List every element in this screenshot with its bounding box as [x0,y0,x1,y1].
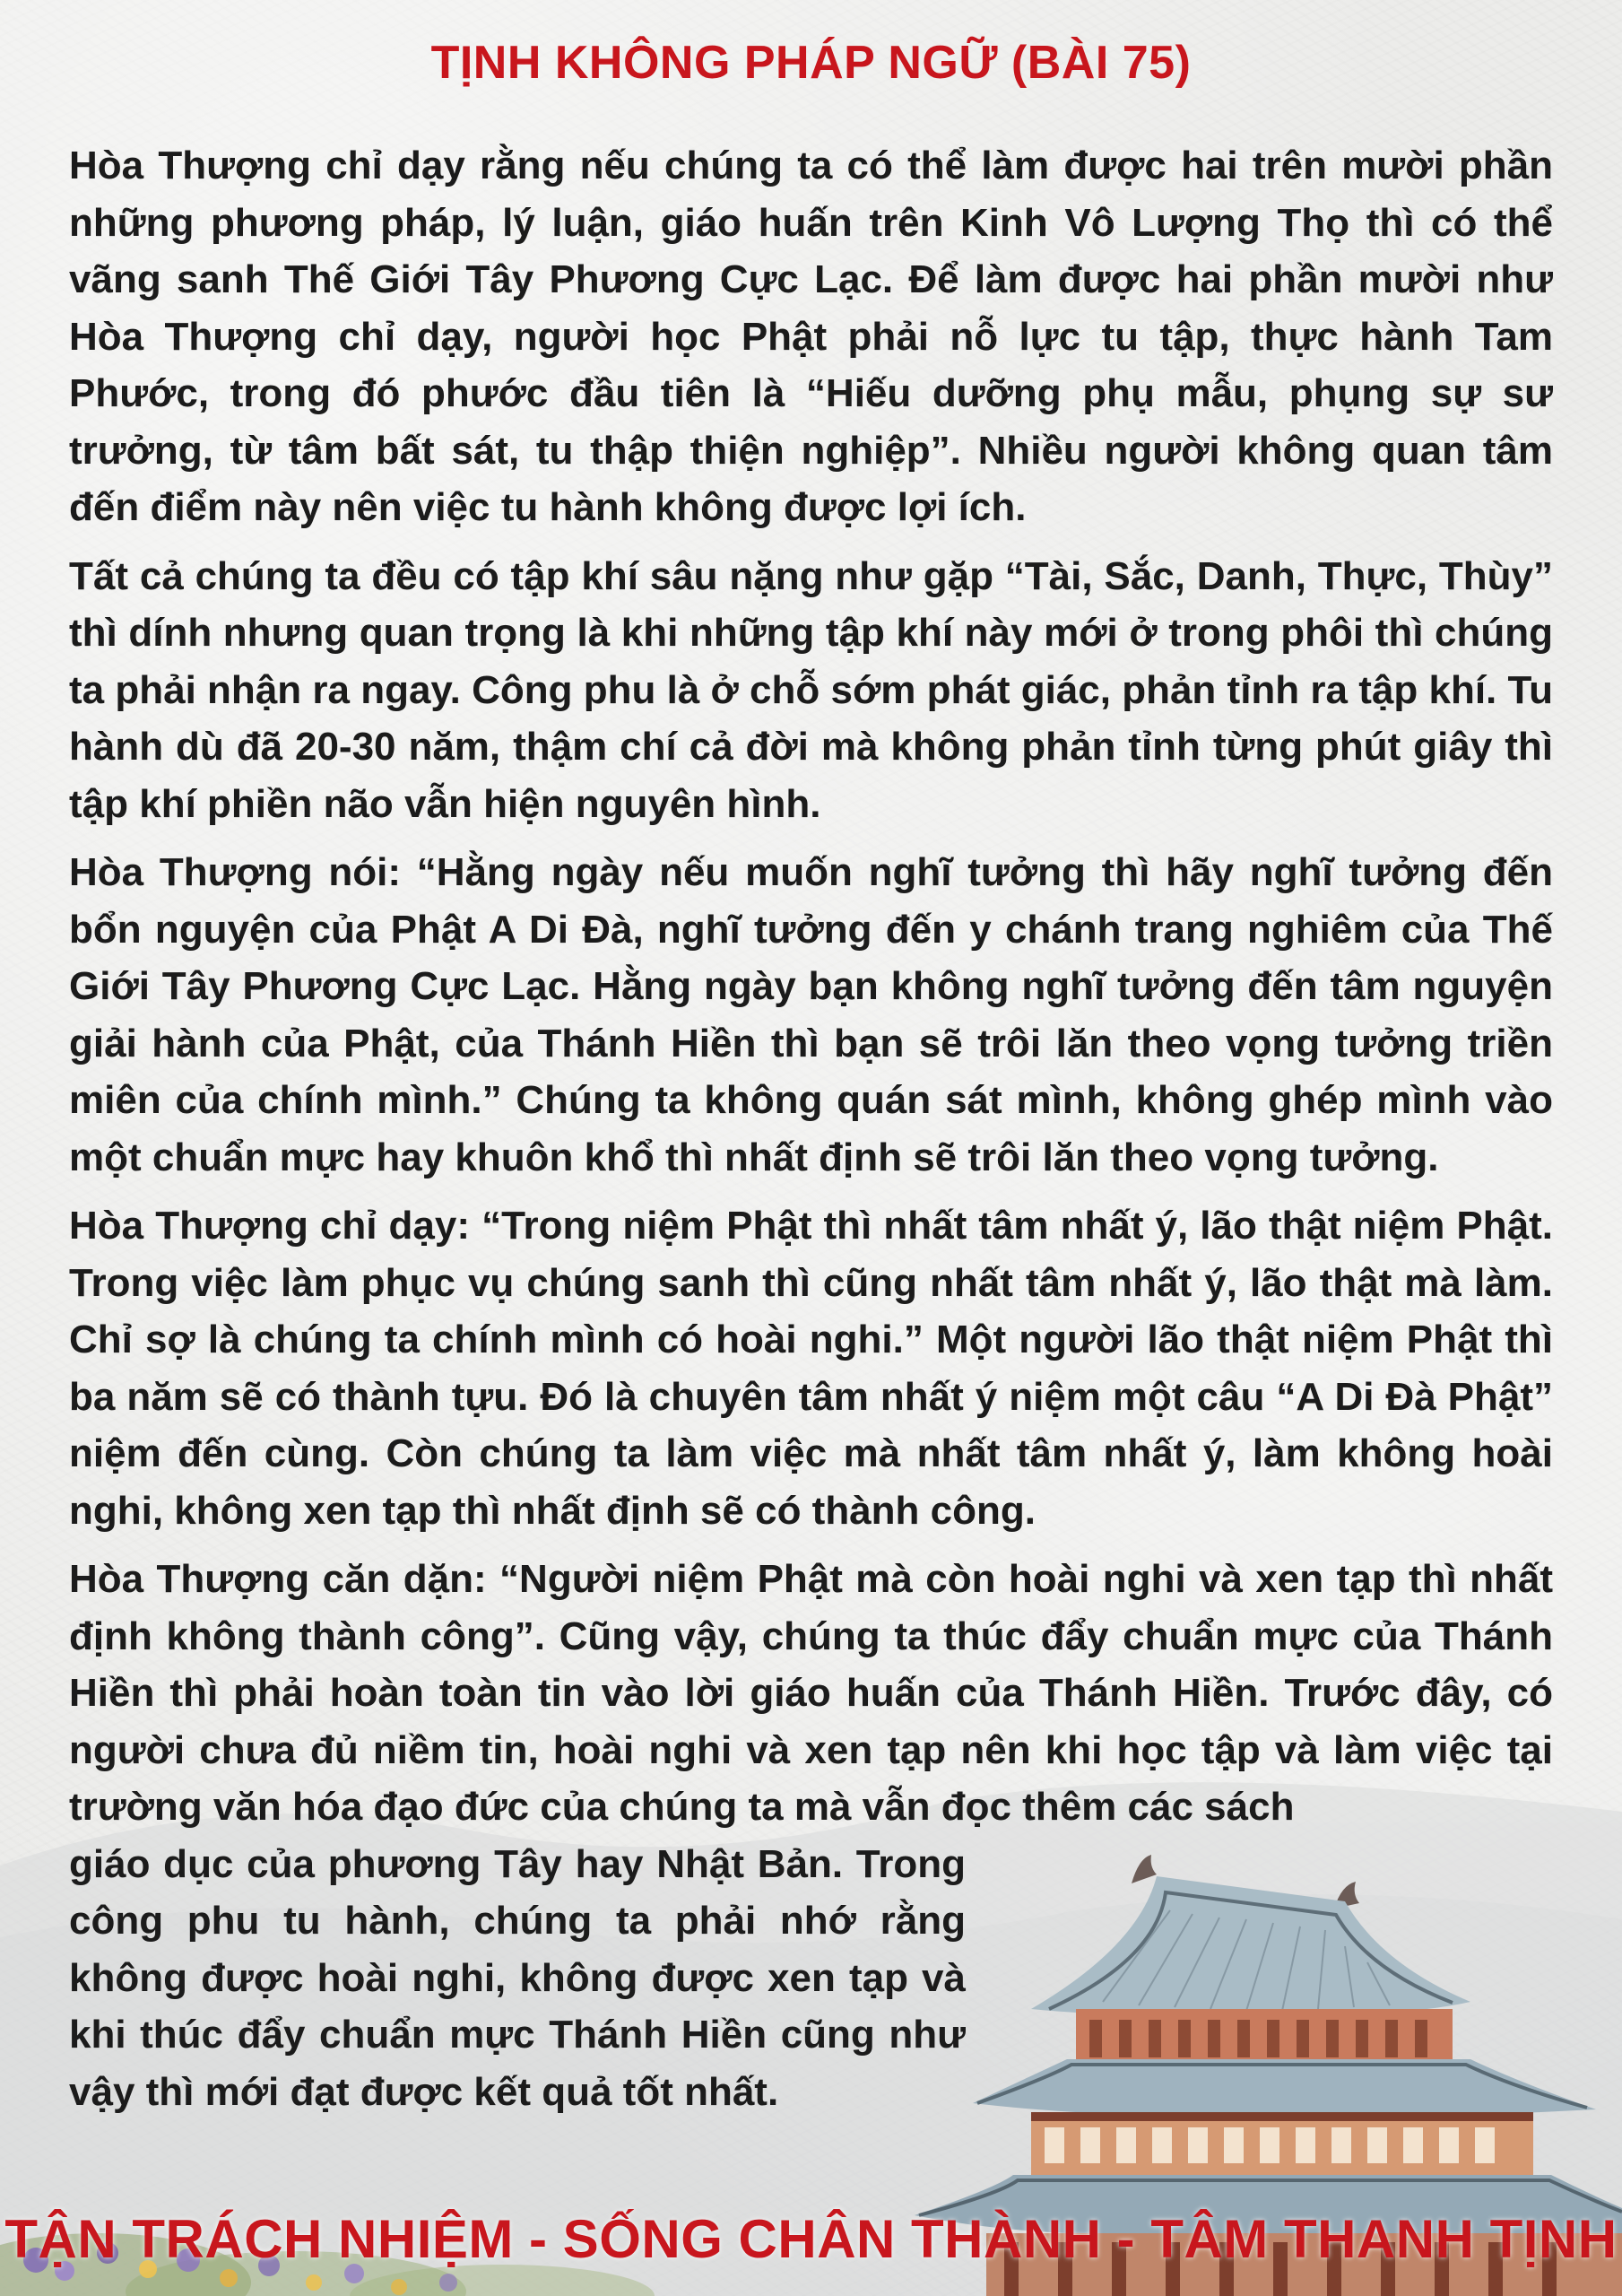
paragraph-2: Tất cả chúng ta đều có tập khí sâu nặng như gặp “Tài, Sắc, Danh, Thực, Thùy” thì dính nhưng quan trọng là khi những tập khí này mới ở trong phôi thì chúng ta phải nhận ra ngay. Công phu là ở chỗ sớm phát giác, phản tỉnh ra tập khí. Tu hành dù đã 20-30 năm, thậm chí cả đời mà không phản tỉnh từng phút giây thì tập khí phiền não vẫn hiện nguyên hình. [69,553,1553,826]
paragraph-3: Hòa Thượng nói: “Hằng ngày nếu muốn nghĩ tưởng thì hãy nghĩ tưởng đến bổn nguyện của Phật A Di Đà, nghĩ tưởng đến y chánh trang nghiêm của Thế Giới Tây Phương Cực Lạc. Hằng ngày bạn không nghĩ tưởng đến tâm nguyện giải hành của Phật, của Thánh Hiền thì bạn sẽ trôi lăn theo vọng tưởng triền miên của chính mình.” Chúng ta không quán sát mình, không ghép mình vào một chuẩn mực hay khuôn khổ thì nhất định sẽ trôi lăn theo vọng tưởng. [69,850,1553,1179]
paragraph-5: Hòa Thượng căn dặn: “Người niệm Phật mà còn hoài nghi và xen tạp thì nhất định không thành công”. Cũng vậy, chúng ta thúc đẩy chuẩn mực của Thánh Hiền thì phải hoàn toàn tin vào lời giáo huấn của Thánh Hiền. Trước đây, có người chưa đủ niềm tin, hoài nghi và xen tạp nên khi học tập và làm việc tại trường văn hóa đạo đức của chúng ta mà vẫn đọc thêm các sách [69,1557,1553,1829]
footer-slogan: TẬN TRÁCH NHIỆM - SỐNG CHÂN THÀNH - TÂM THANH TỊNH [4,2209,1618,2269]
page-title: TỊNH KHÔNG PHÁP NGỮ (BÀI 75) [430,37,1192,89]
paragraph-5-continued: giáo dục của phương Tây hay Nhật Bản. Trong công phu tu hành, chúng ta phải nhớ rằng không được hoài nghi, không được xen tạp và khi thúc đẩy chuẩn mực Thánh Hiền cũng như vậy thì mới đạt được kết quả tốt nhất. [69,1841,966,2114]
article-body [69,137,1553,2132]
paragraph-4: Hòa Thượng chỉ dạy: “Trong niệm Phật thì nhất tâm nhất ý, lão thật niệm Phật. Trong việc làm phục vụ chúng sanh thì cũng nhất tâm nhất ý, lão thật mà làm. Chỉ sợ là chúng ta chính mình có hoài nghi.” Một người lão thật niệm Phật thì ba năm sẽ có thành tựu. Đó là chuyên tâm nhất ý niệm một câu “A Di Đà Phật” niệm đến cùng. Còn chúng ta làm việc mà nhất tâm nhất ý, làm không hoài nghi, không xen tạp thì nhất định sẽ có thành công. [69,1204,1553,1533]
paragraph-1: Hòa Thượng chỉ dạy rằng nếu chúng ta có thể làm được hai trên mười phần những phương pháp, lý luận, giáo huấn trên Kinh Vô Lượng Thọ thì có thể vãng sanh Thế Giới Tây Phương Cực Lạc. Để làm được hai phần mười như Hòa Thượng chỉ dạy, người học Phật phải nỗ lực tu tập, thực hành Tam Phước, trong đó phước đầu tiên là “Hiếu dưỡng phụ mẫu, phụng sự sư trưởng, từ tâm bất sát, tu thập thiện nghiệp”. Nhiều người không quan tâm đến điểm này nên việc tu hành không được lợi ích. [69,144,1553,529]
